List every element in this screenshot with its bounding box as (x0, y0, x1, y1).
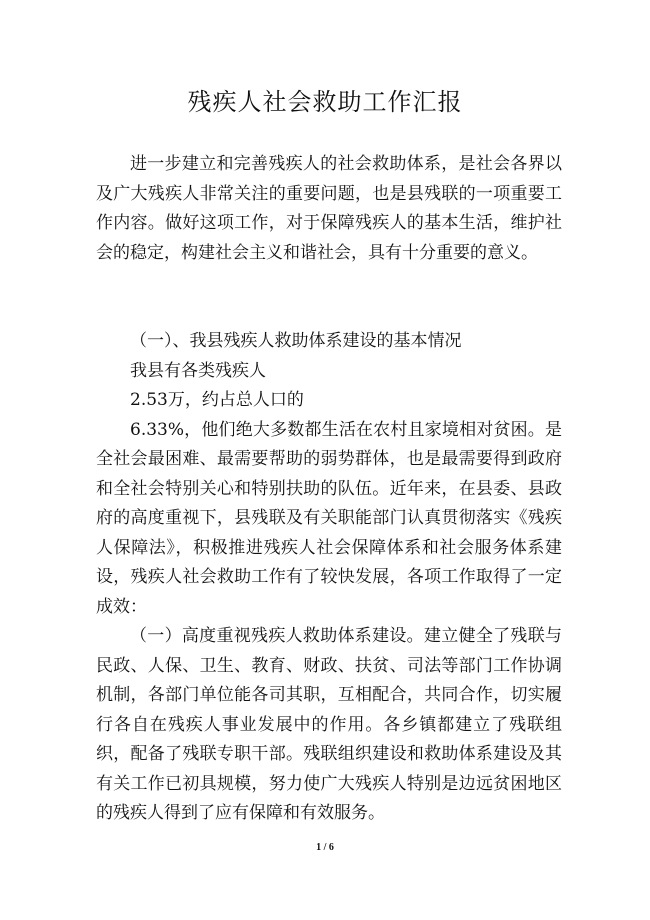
document-title: 残疾人社会救助工作汇报 (187, 88, 463, 116)
section-heading: （一）、我县残疾人救助体系建设的基本情况 (130, 331, 462, 351)
body-line: 2.53万，约占总人口的 (130, 390, 304, 410)
body-line: 我县有各类残疾人 (130, 360, 266, 381)
paragraph-spacer (96, 268, 562, 327)
body-paragraph: 6.33%，他们绝大多数都生活在农村且家境相对贫困。是全社会最困难、最需要帮助的弱势群体，也是最需要得到政府和全社会特别关心和特别扶助的队伍。近年来，在县委、县政府的高度重视下，县残联及有关职能部门认真贯彻落实《残疾人保障法》，积极推进残疾人社会保障体系和社会服务体系建设，残疾人社会救助工作有了较快发展，各项工作取得了一定成效： (96, 419, 562, 617)
page-number: 1 / 6 (316, 842, 334, 853)
document-body (96, 150, 562, 829)
intro-paragraph: 进一步建立和完善残疾人的社会救助体系，是社会各界以及广大残疾人非常关注的重要问题，也是县残联的一项重要工作内容。做好这项工作，对于保障残疾人的基本生活，维护社会的稳定，构建社会主义和谐社会，具有十分重要的意义。 (96, 154, 562, 263)
body-paragraph: （一）高度重视残疾人救助体系建设。建立健全了残联与民政、人保、卫生、教育、财政、扶贫、司法等部门工作协调机制，各部门单位能各司其职，互相配合，共同合作，切实履行各自在残疾人事业发展中的作用。各乡镇都建立了残联组织，配备了残联专职干部。残联组织建设和救助体系建设及其有关工作已初具规模，努力使广大残疾人特别是边远贫困地区的残疾人得到了应有保障和有效服务。 (96, 626, 562, 823)
